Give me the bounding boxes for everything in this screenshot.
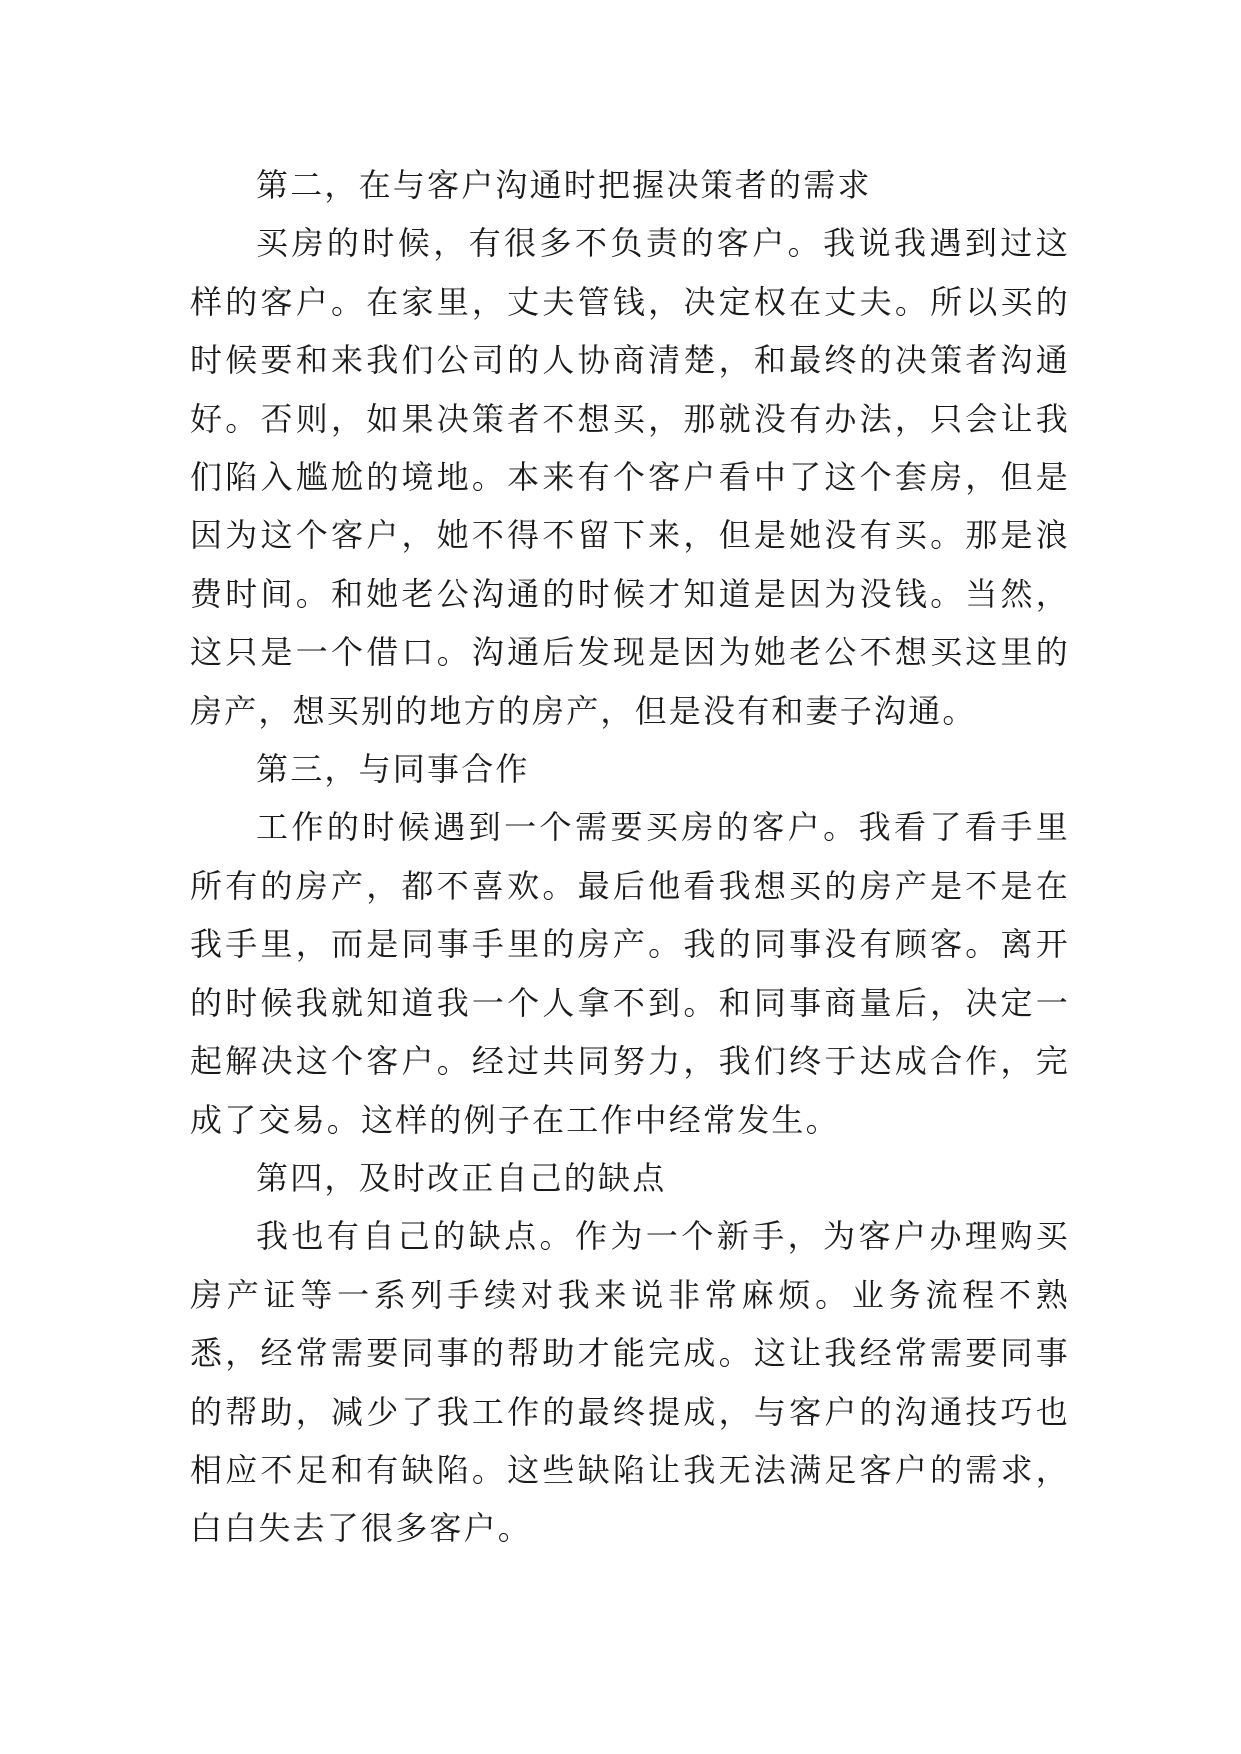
document-body	[190, 156, 1070, 1558]
paragraph-decision-maker: 买房的时候，有很多不负责的客户。我说我遇到过这样的客户。在家里，丈夫管钱，决定权在丈夫。所以买的时候要和来我们公司的人协商清楚，和最终的决策者沟通好。否则，如果决策者不想买，那就没有办法，只会让我们陷入尴尬的境地。本来有个客户看中了这个套房，但是因为这个客户，她不得不留下来，但是她没有买。那是浪费时间。和她老公沟通的时候才知道是因为没钱。当然，这只是一个借口。沟通后发现是因为她老公不想买这里的房产，想买别的地方的房产，但是没有和妻子沟通。	[190, 224, 1070, 730]
section-heading-second: 第二，在与客户沟通时把握决策者的需求	[256, 166, 872, 204]
section-heading-fourth: 第四，及时改正自己的缺点	[256, 1158, 667, 1197]
paragraph-colleague-cooperation: 工作的时候遇到一个需要买房的客户。我看了看手里所有的房产，都不喜欢。最后他看我想买的房产是不是在我手里，而是同事手里的房产。我的同事没有顾客。离开的时候我就知道我一个人拿不到。和同事商量后，决定一起解决这个客户。经过共同努力，我们终于达成合作，完成了交易。这样的例子在工作中经常发生。	[190, 808, 1070, 1139]
paragraph-shortcomings: 我也有自己的缺点。作为一个新手，为客户办理购买房产证等一系列手续对我来说非常麻烦。业务流程不熟悉，经常需要同事的帮助才能完成。这让我经常需要同事的帮助，减少了我工作的最终提成，与客户的沟通技巧也相应不足和有缺陷。这些缺陷让我无法满足客户的需求，白白失去了很多客户。	[190, 1217, 1070, 1548]
section-heading-third: 第三，与同事合作	[256, 750, 530, 789]
